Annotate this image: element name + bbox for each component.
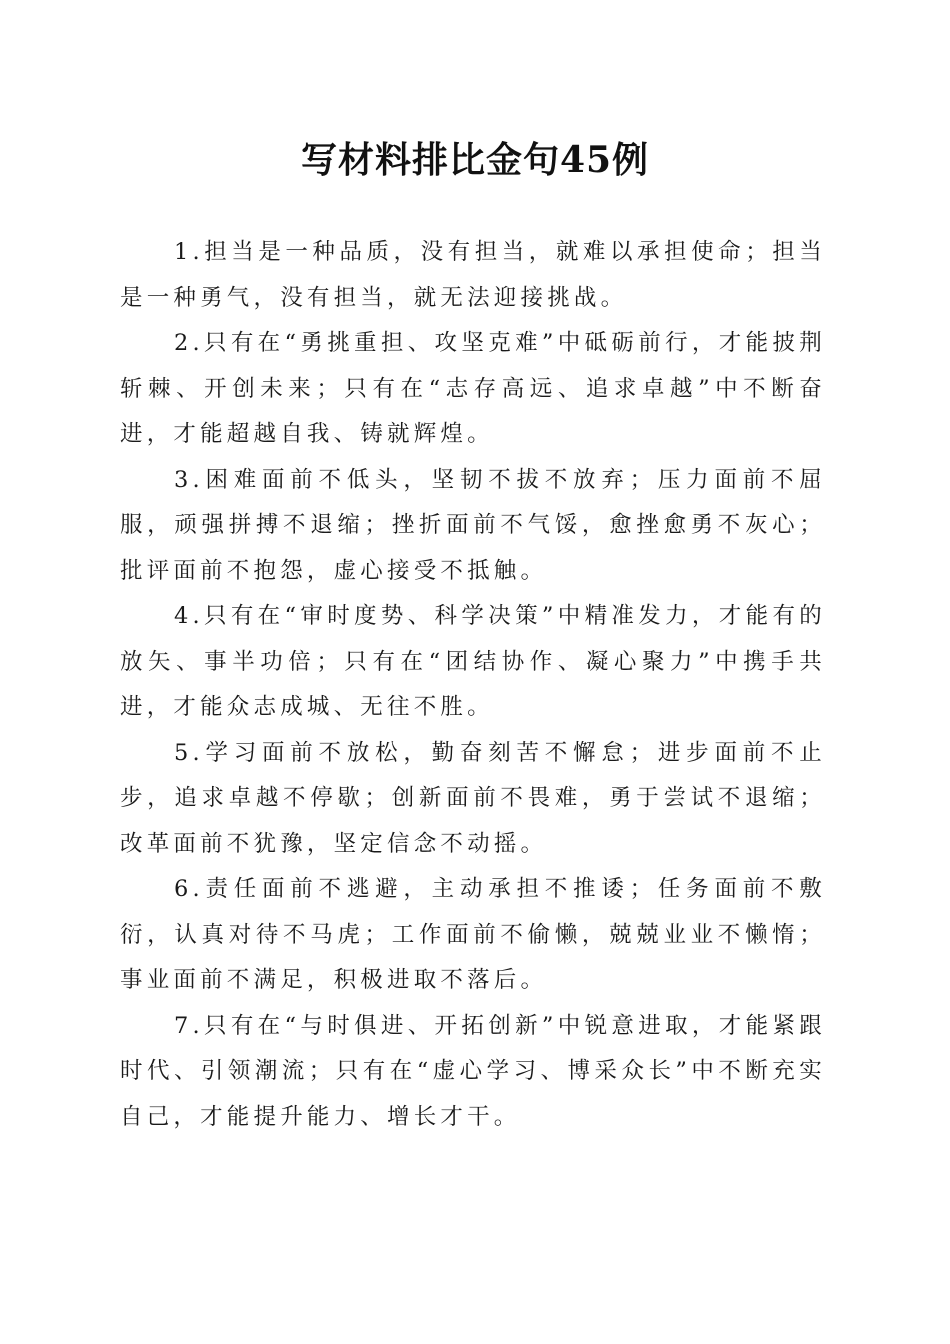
paragraph-4: 4.只有在“审时度势、科学决策”中精准发力，才能有的放矢、事半功倍；只有在“团结协作、凝心聚力”中携手共进，才能众志成城、无往不胜。 xyxy=(120,603,826,720)
paragraph-7: 7.只有在“与时俱进、开拓创新”中锐意进取，才能紧跟时代、引领潮流；只有在“虚心学习、博采众长”中不断充实自己，才能提升能力、增长才干。 xyxy=(120,1012,826,1130)
document-title: 写材料排比金句45例 xyxy=(300,139,650,181)
paragraph-5: 5.学习面前不放松，勤奋刻苦不懈怠；进步面前不止步，追求卓越不停歇；创新面前不畏难，勇于尝试不退缩；改革面前不犹豫，坚定信念不动摇。 xyxy=(120,739,826,857)
paragraph-1: 1.担当是一种品质，没有担当，就难以承担使命；担当是一种勇气，没有担当，就无法迎接挑战。 xyxy=(120,239,826,311)
paragraph-6: 6.责任面前不逃避，主动承担不推诿；任务面前不敷衍，认真对待不马虎；工作面前不偷懒，兢兢业业不懒惰；事业面前不满足，积极进取不落后。 xyxy=(120,876,826,993)
paragraph-2: 2.只有在“勇挑重担、攻坚克难”中砥砺前行，才能披荆斩棘、开创未来；只有在“志存高远、追求卓越”中不断奋进，才能超越自我、铸就辉煌。 xyxy=(120,330,826,447)
paragraph-3: 3.困难面前不低头，坚韧不拔不放弃；压力面前不屈服，顽强拼搏不退缩；挫折面前不气馁，愈挫愈勇不灰心；批评面前不抱怨，虚心接受不抵触。 xyxy=(120,466,826,584)
document-body xyxy=(120,230,826,1140)
